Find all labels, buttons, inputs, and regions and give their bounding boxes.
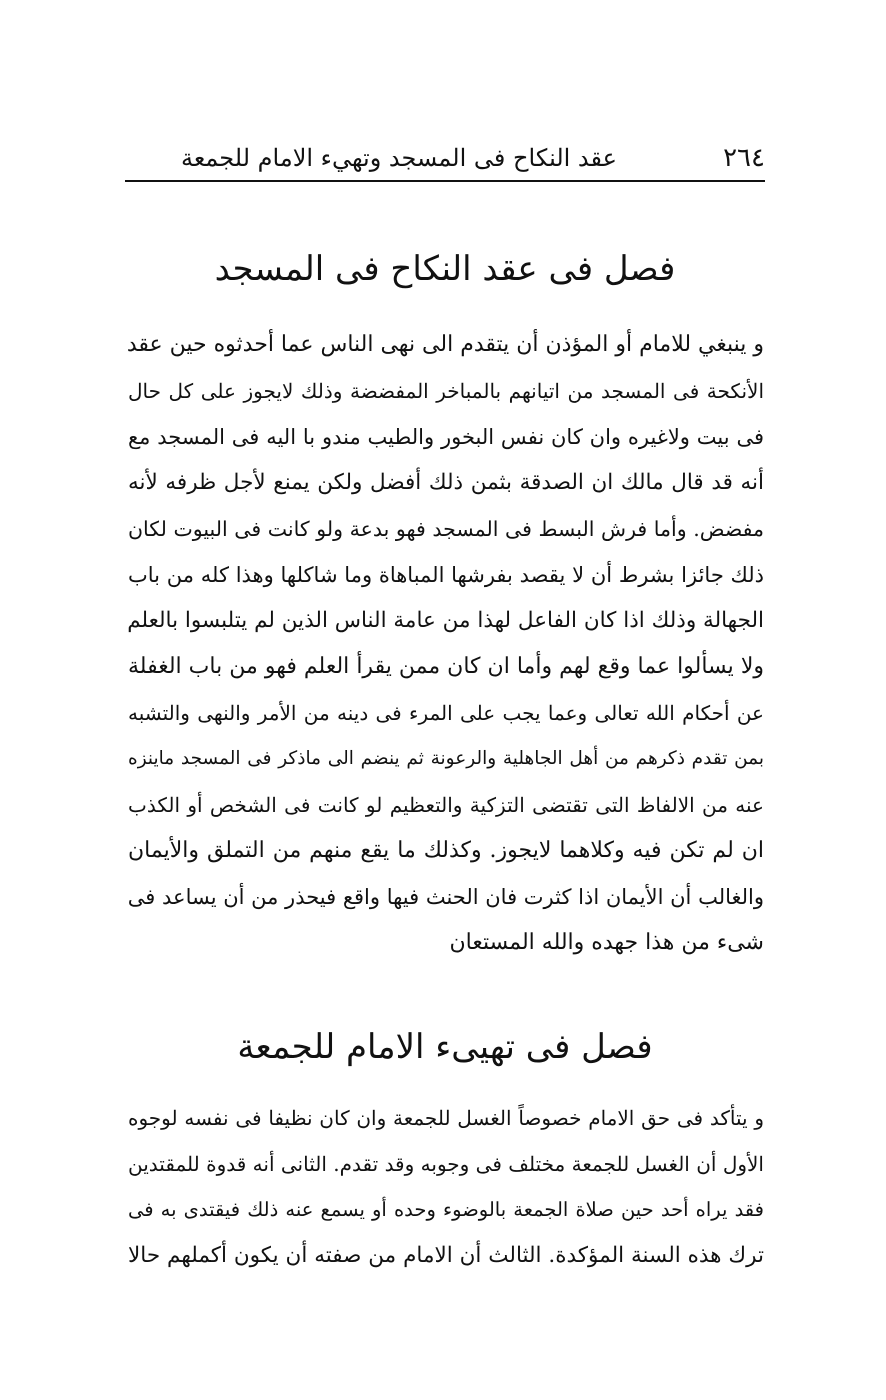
running-head-title: عقد النكاح فى المسجد وتهيء الامام للجمعة [180, 144, 617, 172]
text-line: ذلك جائزا بشرط أن لا يقصد بفرشها المباهاة وما شاكلها وهذا كله من باب [128, 563, 764, 587]
text-line: الأول أن الغسل للجمعة مختلف فى وجوبه وقد تقدم. الثانى أنه قدوة للمقتدين [128, 1152, 764, 1176]
text-line: مفضض. وأما فرش البسط فى المسجد فهو بدعة ولو كانت فى البيوت لكان [128, 517, 764, 541]
section-heading-friday-preparation: فصل فى تهيىء الامام للجمعة [237, 1027, 653, 1067]
section-body-marriage-contract [128, 322, 764, 966]
text-line: ولا يسألوا عما وقع لهم وأما ان كان ممن يقرأ العلم فهو من باب الغفلة [128, 654, 764, 679]
text-line: و ينبغي للامام أو المؤذن أن يتقدم الى نهى الناس عما أحدثوه حين عقد [126, 332, 764, 357]
header-rule [125, 180, 765, 182]
text-line: فى بيت ولاغيره وان كان نفس البخور والطيب مندو با اليه فى المسجد مع [128, 425, 764, 449]
text-line: بمن تقدم ذكرهم من أهل الجاهلية والرعونة ثم ينضم الى ماذكر فى المسجد ماينزه [128, 748, 764, 769]
section-body-friday-preparation [128, 1095, 764, 1279]
text-line: ان لم تكن فيه وكلاهما لايجوز. وكذلك ما يقع منهم من التملق والأيمان [128, 838, 764, 863]
text-line: شىء من هذا جهده والله المستعان [449, 930, 764, 955]
text-line: ترك هذه السنة المؤكدة. الثالث أن الامام من صفته أن يكون أكملهم حالا [128, 1243, 764, 1268]
text-line: عن أحكام الله تعالى وعما يجب على المرء فى دينه من الأمر والنهى والتشبه [128, 701, 764, 725]
text-line: والغالب أن الأيمان اذا كثرت فان الحنث فيها واقع فيحذر من أن يساعد فى [127, 885, 764, 909]
text-line: عنه من الالفاظ التى تقتضى التزكية والتعظيم لو كانت فى الشخص أو الكذب [128, 793, 764, 817]
text-line: و يتأكد فى حق الامام خصوصاً الغسل للجمعة وان كان نظيفا فى نفسه لوجوه [128, 1106, 764, 1130]
text-line: فقد يراه أحد حين صلاة الجمعة بالوضوء وحده أو يسمع عنه ذلك فيقتدى به فى [128, 1198, 764, 1221]
text-line: الأنكحة فى المسجد من اتيانهم بالمباخر المفضضة وذلك لايجوز على كل حال [128, 379, 764, 403]
running-head [125, 138, 765, 178]
page-number: ٢٦٤ [723, 143, 765, 173]
section-heading-marriage-contract: فصل فى عقد النكاح فى المسجد [214, 249, 676, 289]
text-line: أنه قد قال مالك ان الصدقة بثمن ذلك أفضل ولكن يمنع لأجل ظرفه لأنه [128, 470, 764, 495]
text-line: الجهالة وذلك اذا كان الفاعل لهذا من عامة الناس الذين لم يتلبسوا بالعلم [127, 608, 764, 633]
